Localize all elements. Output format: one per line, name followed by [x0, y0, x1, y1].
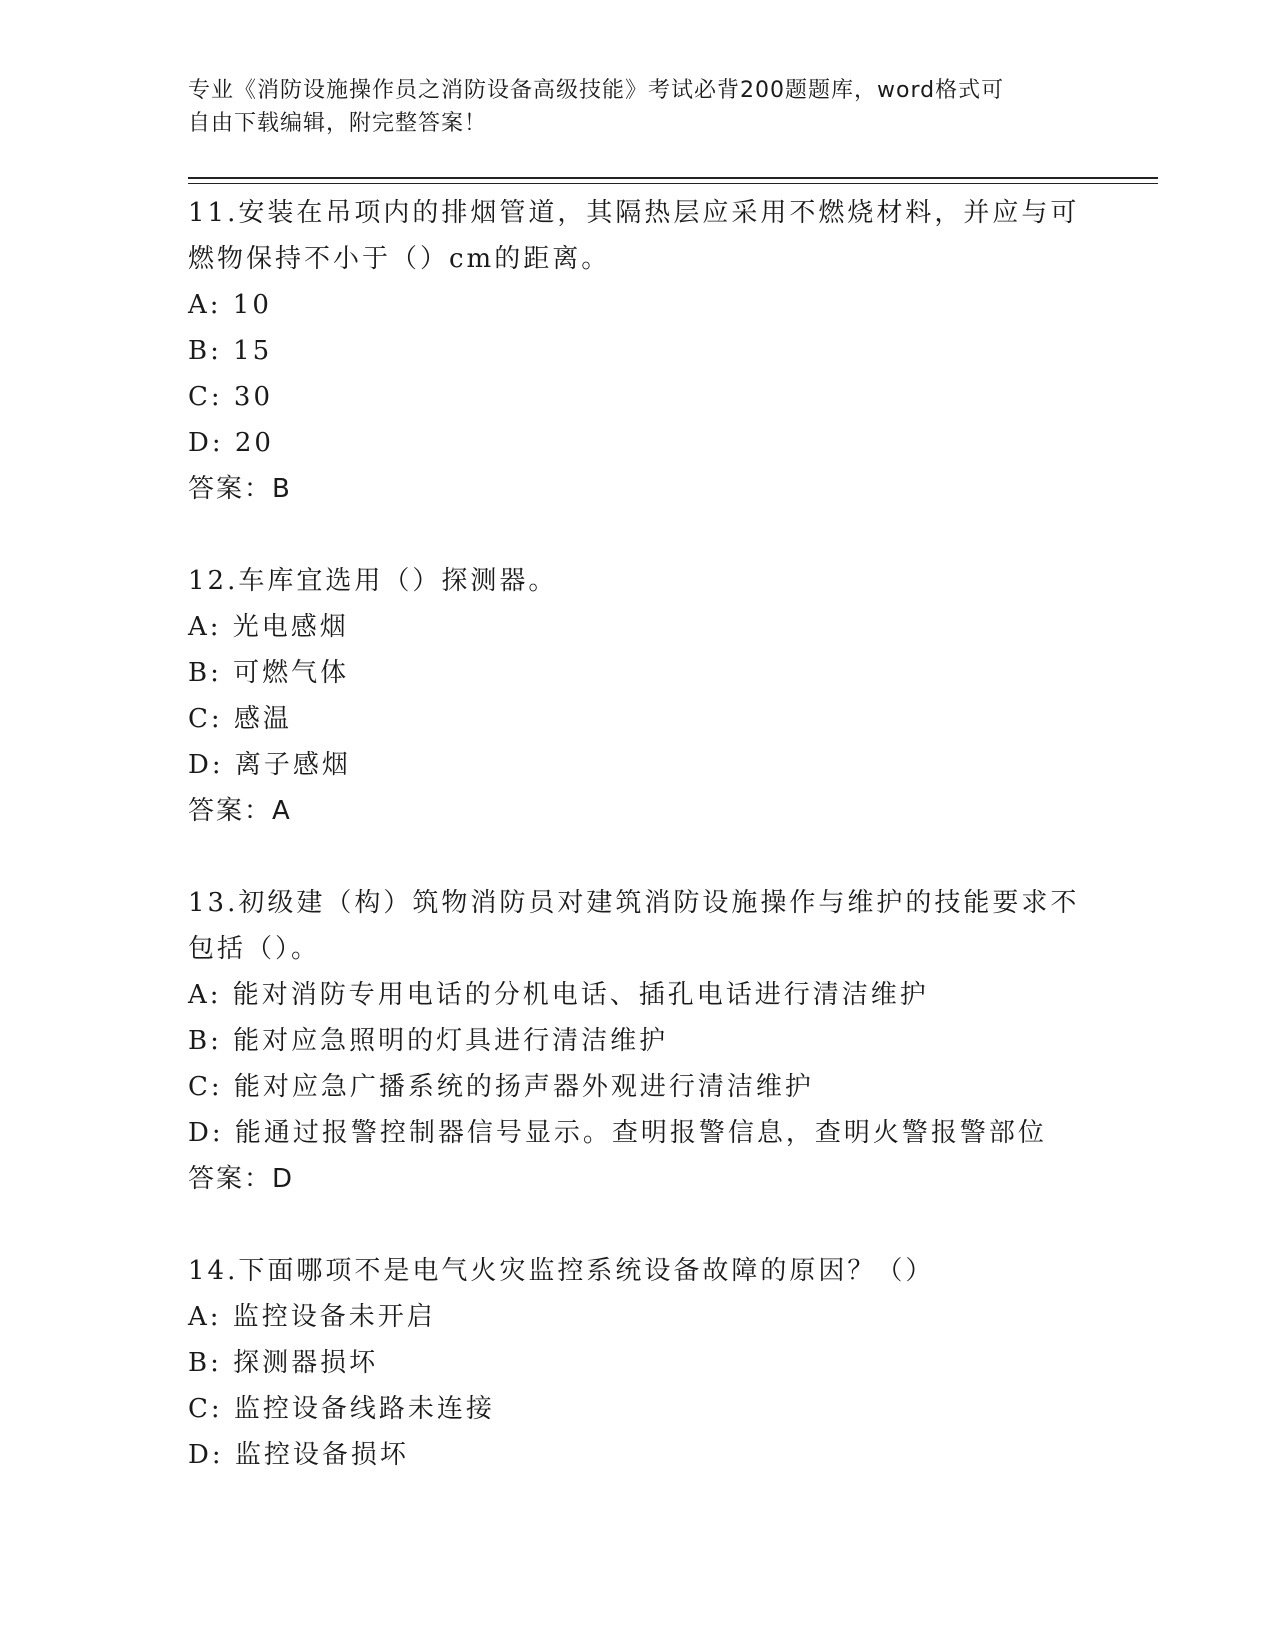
question-13: [188, 880, 1088, 1202]
option-c: C: 能对应急广播系统的扬声器外观进行清洁维护: [188, 1072, 814, 1102]
option-d: D: 离子感烟: [188, 750, 351, 780]
question-stem-line: 11.安装在吊项内的排烟管道，其隔热层应采用不燃烧材料，并应与可: [188, 198, 1080, 228]
question-stem-line: 包括（）。: [188, 934, 321, 964]
document-header: [188, 74, 1088, 140]
question-stem-line: 燃物保持不小于（）cm的距离。: [188, 244, 611, 274]
question-list: [188, 190, 1088, 1524]
option-d: D: 能通过报警控制器信号显示。查明报警信息，查明火警报警部位: [188, 1118, 1047, 1148]
answer-label: 答案：B: [188, 474, 292, 504]
option-a: A: 监控设备未开启: [188, 1302, 436, 1332]
answer-label: 答案：A: [188, 796, 292, 826]
option-a: A: 10: [188, 290, 272, 320]
option-c: C: 监控设备线路未连接: [188, 1394, 495, 1424]
question-stem-line: 14.下面哪项不是电气火灾监控系统设备故障的原因？（）: [188, 1256, 935, 1286]
header-divider-thick: [188, 177, 1158, 179]
option-b: B: 能对应急照明的灯具进行清洁维护: [188, 1026, 669, 1056]
question-11: [188, 190, 1088, 512]
answer-label: 答案：D: [188, 1164, 295, 1194]
option-a: A: 能对消防专用电话的分机电话、插孔电话进行清洁维护: [188, 980, 929, 1010]
header-line-2: 自由下载编辑，附完整答案！: [188, 111, 488, 136]
header-line-1: 专业《消防设施操作员之消防设备高级技能》考试必背200题题库，word格式可: [188, 78, 1005, 103]
question-12: [188, 558, 1088, 834]
header-divider-thin: [188, 183, 1158, 184]
question-stem-line: 13.初级建（构）筑物消防员对建筑消防设施操作与维护的技能要求不: [188, 888, 1080, 918]
option-d: D: 20: [188, 428, 274, 458]
question-stem-line: 12.车库宜选用（）探测器。: [188, 566, 558, 596]
option-b: B: 探测器损坏: [188, 1348, 379, 1378]
option-c: C: 感温: [188, 704, 292, 734]
option-b: B: 可燃气体: [188, 658, 350, 688]
option-c: C: 30: [188, 382, 274, 412]
option-d: D: 监控设备损坏: [188, 1440, 409, 1470]
option-b: B: 15: [188, 336, 273, 366]
option-a: A: 光电感烟: [188, 612, 349, 642]
question-14: [188, 1248, 1088, 1478]
